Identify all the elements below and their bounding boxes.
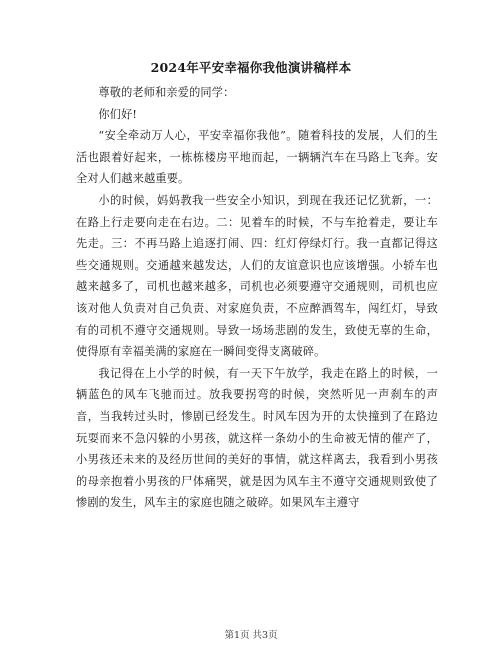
page-number: 第1页 共3页 (224, 630, 278, 641)
document-body (76, 82, 438, 514)
paragraph-2: 小的时候，妈妈教我一些安全小知识，到现在我还记忆犹新，一：在路上行走要向走在右边。二：见着车的时候，不与车抢着走，要让车先走。三：不再马路上追逐打闹、四：红灯停绿灯行。我一直都记得这些交通规则。交通越来越发达，人们的友谊意识也应该增强。小轿车也越来越多了，司机也越来越多，司机也必须要遵守交通规则，司机也应该对他人负责对自己负责、对家庭负责，不应醉酒驾车，闯红灯，导致有的司机不遵守交通规则。导致一场场悲剧的发生，致使无辜的生命，使得原有幸福美满的家庭在一瞬间变得支离破碎。 (76, 193, 438, 359)
salutation: 尊敬的老师和亲爱的同学： (98, 86, 235, 99)
paragraph-1: “安全牵动万人心，平安幸福你我他”。随着科技的发展，人们的生活也跟着好起来，一栋栋楼房平地而起，一辆辆汽车在马路上飞奔。安全对人们越来越重要。 (76, 129, 438, 186)
paragraph-3: 我记得在上小学的时候，有一天下午放学，我走在路上的时候，一辆蓝色的风车飞驰而过。放我要拐弯的时候，突然听见一声刹车的声音，当我转过头时，惨剧已经发生。时风车因为开的太快撞到了在路边玩耍而来不急闪躲的小男孩，就这样一条幼小的生命被无情的催产了，小男孩还未来的及经历世间的美好的事情，就这样离去，我看到小男孩的母亲抱着小男孩的尸体痛哭，就是因为风车主不遵守交通规则致使了惨剧的发生，风车主的家庭也随之破碎。如果风车主遵守 (76, 366, 438, 510)
greeting: 你们好! (98, 107, 138, 121)
document-title: 2024年平安幸福你我他演讲稿样本 (150, 60, 352, 75)
